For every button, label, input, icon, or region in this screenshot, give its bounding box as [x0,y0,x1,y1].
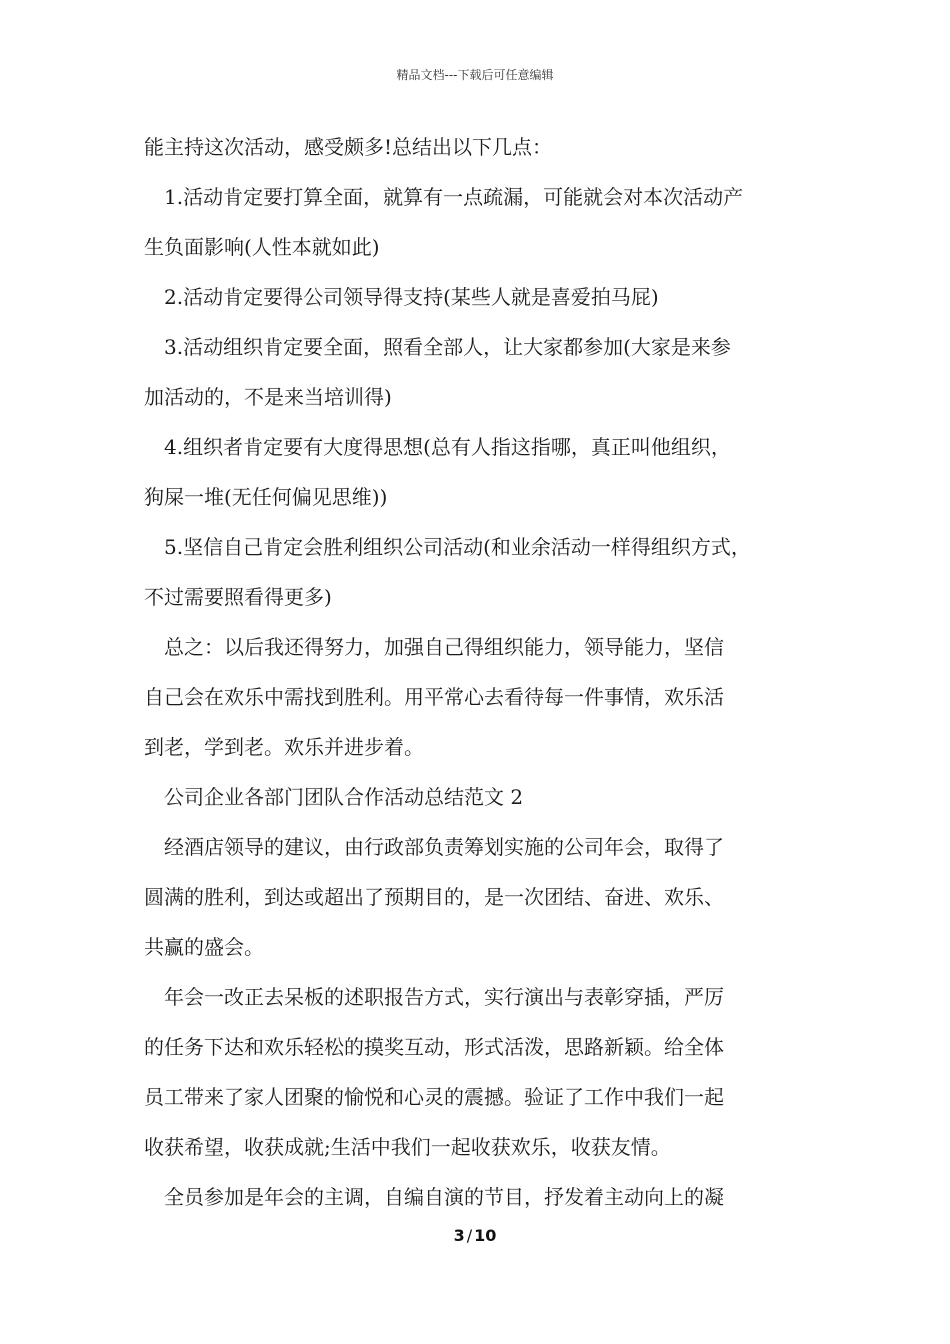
page-header: 精品文档---下载后可任意编辑 [396,68,554,82]
section-heading: 公司企业各部门团队合作活动总结范文 2 [164,785,524,809]
text-line-12: 自己会在欢乐中需找到胜利。用平常心去看待每一件事情，欢乐活 [144,685,724,709]
text-line-10: 不过需要照看得更多) [144,585,332,609]
text-line-8: 狗屎一堆(无任何偏见思维)) [144,485,388,509]
text-line-7: 4.组织者肯定要有大度得思想(总有人指这指哪，真正叫他组织， [164,435,731,459]
document-body [144,126,816,1226]
text-line-21: 收获希望，收获成就;生活中我们一起收获欢乐，收获友情。 [144,1135,671,1159]
page-number [0,1226,950,1245]
text-line-13: 到老，学到老。欢乐并进步着。 [144,735,424,759]
total-pages: 10 [474,1226,497,1245]
current-page: 3 [453,1226,465,1245]
page-separator: / [466,1226,473,1245]
text-line-17: 共赢的盛会。 [144,935,264,959]
text-line-16: 圆满的胜利，到达或超出了预期目的，是一次团结、奋进、欢乐、 [144,885,724,909]
text-line-18: 年会一改正去呆板的述职报告方式，实行演出与表彰穿插，严厉 [164,985,724,1009]
text-line-3: 生负面影响(人性本就如此) [144,235,380,259]
text-line-9: 5.坚信自己肯定会胜利组织公司活动(和业余活动一样得组织方式， [164,535,751,559]
text-line-6: 加活动的，不是来当培训得) [144,385,392,409]
text-line-2: 1.活动肯定要打算全面，就算有一点疏漏，可能就会对本次活动产 [164,185,744,209]
text-line-4: 2.活动肯定要得公司领导得支持(某些人就是喜爱拍马屁) [164,285,659,309]
text-line-20: 员工带来了家人团聚的愉悦和心灵的震撼。验证了工作中我们一起 [144,1085,724,1109]
text-line-1: 能主持这次活动，感受颇多!总结出以下几点： [144,135,553,159]
text-line-22: 全员参加是年会的主调，自编自演的节目，抒发着主动向上的凝 [164,1185,724,1209]
text-line-5: 3.活动组织肯定要全面，照看全部人，让大家都参加(大家是来参 [164,335,731,359]
text-line-11: 总之：以后我还得努力，加强自己得组织能力，领导能力，坚信 [164,635,724,659]
text-line-15: 经酒店领导的建议，由行政部负责筹划实施的公司年会，取得了 [164,835,724,859]
text-line-19: 的任务下达和欢乐轻松的摸奖互动，形式活泼，思路新颖。给全体 [144,1035,724,1059]
